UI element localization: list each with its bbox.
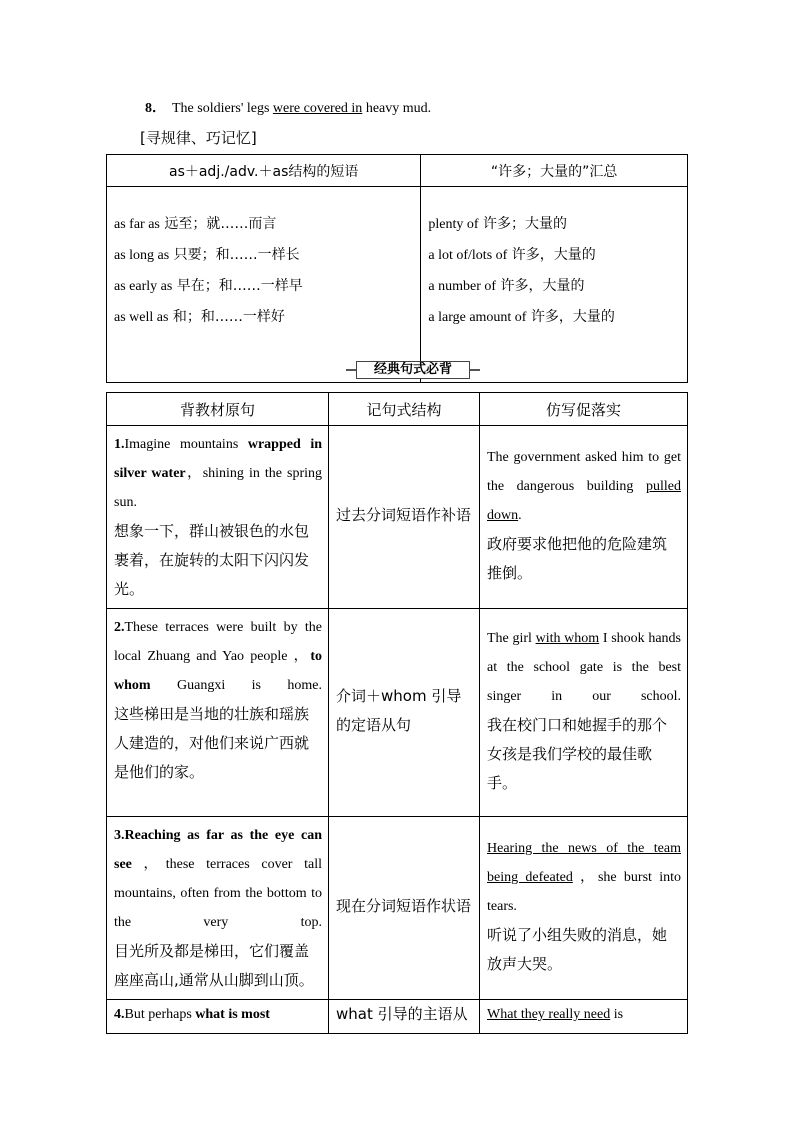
list-item: a lot of/lots of 许多，大量的	[428, 247, 596, 263]
imitation-cell: Hearing the news of the team being defeated ，she burst into tears. 听说了小组失败的消息，她放声大哭。	[480, 817, 688, 1000]
table-row	[107, 609, 688, 817]
banner-label: 经典句式必背	[356, 361, 470, 379]
column-header: 仿写促落实	[480, 393, 688, 426]
structure-cell: 现在分词短语作状语	[329, 817, 480, 1000]
column-header: 背教材原句	[107, 393, 329, 426]
underlined-phrase: were covered in	[272, 101, 363, 116]
section-title: [寻规律、巧记忆]	[140, 129, 257, 147]
table-row	[107, 426, 688, 609]
list-item: a number of 许多，大量的	[428, 278, 585, 294]
example-sentence-8	[145, 97, 431, 117]
phrases-left-header: as＋adj./adv.＋as结构的短语	[107, 155, 421, 187]
list-item: as early as 早在；和……一样早	[114, 278, 303, 294]
item-number: 8．	[145, 101, 166, 116]
list-item: as far as 远至；就……而言	[114, 216, 277, 232]
sentence-text-before: The soldiers' legs	[172, 101, 273, 116]
structure-cell: 介词＋whom 引导的定语从句	[329, 609, 480, 817]
phrases-table	[106, 154, 688, 383]
original-sentence-cell: 1.Imagine mountains wrapped in silver water，shining in the spring sun. 想象一下，群山被银色的水包裹着，在旋转的太阳下闪闪发光。	[107, 426, 329, 609]
original-sentence-cell: 2.These terraces were built by the local Zhuang and Yao people ，to whom Guangxi is home. 这些梯田是当地的壮族和瑶族人建造的，对他们来说广西就是他们的家。	[107, 609, 329, 817]
table-row	[107, 1000, 688, 1034]
phrases-right-header: “许多；大量的”汇总	[421, 155, 688, 187]
column-header: 记句式结构	[329, 393, 480, 426]
structure-cell: 过去分词短语作补语	[329, 426, 480, 609]
imitation-cell: What they really need is	[480, 1000, 688, 1034]
phrases-right-list	[421, 187, 688, 383]
sentences-table	[106, 392, 688, 1034]
list-item: a large amount of 许多，大量的	[428, 309, 615, 325]
original-sentence-cell: 3.Reaching as far as the eye can see ，these terraces cover tall mountains, often from the bottom to the very top. 目光所及都是梯田，它们覆盖座座高山,通常从山脚到山顶。	[107, 817, 329, 1000]
list-item: plenty of 许多；大量的	[428, 216, 567, 232]
imitation-cell: The government asked him to get the dangerous building pulled down. 政府要求他把他的危险建筑推倒。	[480, 426, 688, 609]
structure-cell: what 引导的主语从	[329, 1000, 480, 1034]
list-item: as long as 只要；和……一样长	[114, 247, 300, 263]
original-sentence-cell: 4.But perhaps what is most	[107, 1000, 329, 1034]
imitation-cell: The girl with whom I shook hands at the school gate is the best singer in our school. 我在校门口和她握手的那个女孩是我们学校的最佳歌手。	[480, 609, 688, 817]
phrases-left-list	[107, 187, 421, 383]
section-banner	[346, 361, 480, 379]
table-row	[107, 817, 688, 1000]
sentence-text-after: heavy mud.	[362, 101, 432, 116]
list-item: as well as 和；和……一样好	[114, 309, 285, 325]
